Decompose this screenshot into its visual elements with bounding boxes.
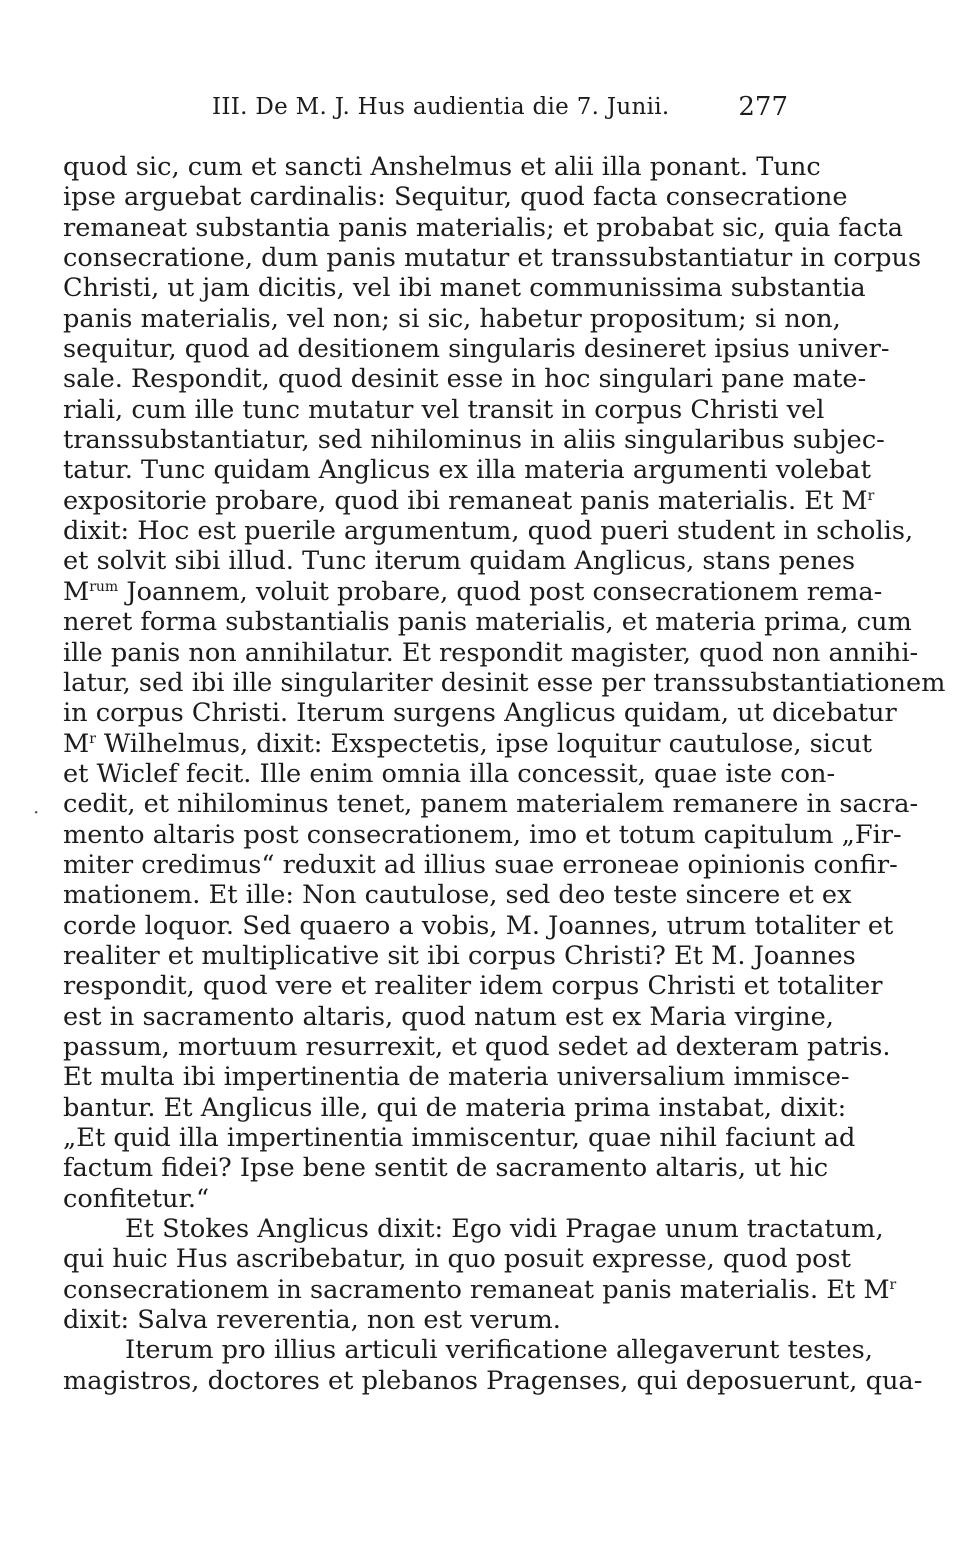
superscript: r xyxy=(89,730,96,747)
text-line xyxy=(63,1184,787,1214)
line-text: „Et quid illa impertinentia immiscentur, quae nihil faciunt ad xyxy=(63,1123,856,1153)
superscript: rum xyxy=(89,578,119,595)
text-line xyxy=(63,940,856,971)
text-line xyxy=(63,789,919,820)
line-prefix: M xyxy=(63,576,90,607)
text-line xyxy=(63,273,866,304)
line-text: Wilhelmus, dixit: Exspectetis, ipse loquitur cautulose, sicut xyxy=(95,728,873,759)
line-text: consecratione, dum panis mutatur et transsubstantiatur in corpus xyxy=(63,243,922,274)
text-line xyxy=(63,1335,873,1366)
text-line xyxy=(63,394,825,425)
text-line xyxy=(63,212,904,243)
line-prefix: M xyxy=(63,728,90,759)
line-text: expositorie probare, quod ibi remaneat panis materialis. Et M xyxy=(63,485,868,516)
line-text: miter credimus“ reduxit ad illius suae erroneae opinionis confir- xyxy=(63,849,898,880)
line-text: sequitur, quod ad desitionem singularis desineret ipsius univer- xyxy=(63,334,890,365)
text-line xyxy=(63,455,871,486)
line-text: quod sic, cum et sancti Anshelmus et alii illa ponant. Tunc xyxy=(63,152,821,182)
text-line xyxy=(63,819,902,850)
line-text: tatur. Tunc quidam Anglicus ex illa materia argumenti volebat xyxy=(63,455,871,486)
text-line xyxy=(63,728,873,759)
text-line xyxy=(63,364,867,395)
text-line xyxy=(63,546,856,577)
text-line xyxy=(63,1214,884,1245)
text-line xyxy=(63,1031,891,1062)
text-line xyxy=(63,910,894,941)
text-line xyxy=(63,849,898,880)
line-text: factum fidei? Ipse bene sentit de sacramento altaris, ut hic xyxy=(63,1153,829,1184)
text-line xyxy=(63,880,852,911)
text-line xyxy=(63,667,946,698)
text-line xyxy=(63,1274,897,1305)
text-line xyxy=(63,1305,787,1335)
line-text: realiter et multiplicative sit ibi corpus Christi? Et M. Joannes xyxy=(63,940,856,971)
line-text: consecrationem in sacramento remaneat panis materialis. Et M xyxy=(63,1274,890,1305)
line-text: dixit: Hoc est puerile argumentum, quod pueri student in scholis, xyxy=(63,516,914,547)
text-line xyxy=(63,607,912,638)
line-text: respondit, quod vere et realiter idem corpus Christi et totaliter xyxy=(63,971,883,1002)
line-text: confitetur.“ xyxy=(63,1183,210,1214)
line-text: ipse arguebat cardinalis: Sequitur, quod facta consecratione xyxy=(63,182,848,213)
margin-mark: · xyxy=(33,800,40,824)
line-text: panis materialis, vel non; si sic, habetur propositum; si non, xyxy=(63,303,841,334)
line-text: est in sacramento altaris, quod natum est ex Maria virgine, xyxy=(63,1001,834,1032)
text-line xyxy=(63,758,836,789)
superscript: r xyxy=(889,1276,897,1293)
line-text: bantur. Et Anglicus ille, qui de materia prima instabat, dixit: xyxy=(63,1092,847,1123)
text-line xyxy=(63,485,875,516)
line-text: qui huic Hus ascribebatur, in quo posuit expresse, quod post xyxy=(63,1244,851,1275)
page-number: 277 xyxy=(738,92,788,122)
line-text: magistros, doctores et plebanos Pragenses, qui deposuerunt, qua- xyxy=(63,1365,923,1396)
line-text: transsubstantiatur, sed nihilominus in aliis singularibus subjec- xyxy=(63,425,885,456)
text-line xyxy=(63,1092,847,1123)
text-line xyxy=(63,576,883,607)
text-line xyxy=(63,1123,856,1153)
text-line xyxy=(63,1001,834,1032)
text-line xyxy=(63,1062,850,1093)
text-line xyxy=(63,1244,851,1275)
line-text: cedit, et nihilominus tenet, panem materialem remanere in sacra- xyxy=(63,789,919,820)
line-text: sale. Respondit, quod desinit esse in hoc singulari pane mate- xyxy=(63,364,867,395)
line-text: ille panis non annihilatur. Et respondit magister, quod non annihi- xyxy=(63,637,919,668)
page-header xyxy=(212,94,788,128)
text-line xyxy=(63,152,821,182)
line-text: passum, mortuum resurrexit, et quod sedet ad dexteram patris. xyxy=(63,1031,891,1062)
text-line xyxy=(63,182,848,213)
text-line xyxy=(63,698,897,729)
text-line xyxy=(63,516,914,547)
line-text: remaneat substantia panis materialis; et probabat sic, quia facta xyxy=(63,212,904,243)
line-text: Christi, ut jam dicitis, vel ibi manet communissima substantia xyxy=(63,273,866,304)
line-text: Iterum pro illius articuli verificatione allegaverunt testes, xyxy=(125,1335,873,1366)
text-line xyxy=(63,637,919,668)
line-text: et solvit sibi illud. Tunc iterum quidam Anglicus, stans penes xyxy=(63,546,856,577)
text-line xyxy=(63,425,885,456)
superscript: r xyxy=(867,487,875,504)
line-text: Et Stokes Anglicus dixit: Ego vidi Pragae unum tractatum, xyxy=(125,1214,884,1245)
text-line xyxy=(63,334,890,365)
text-line xyxy=(63,303,841,334)
line-text: corde loquor. Sed quaero a vobis, M. Joannes, utrum totaliter et xyxy=(63,910,894,941)
line-text: latur, sed ibi ille singulariter desinit esse per transsubstantiationem xyxy=(63,667,946,698)
text-line xyxy=(63,1153,829,1184)
line-text: neret forma substantialis panis materialis, et materia prima, cum xyxy=(63,607,912,638)
line-text: in corpus Christi. Iterum surgens Anglicus quidam, ut dicebatur xyxy=(63,698,897,729)
line-text: Joannem, voluit probare, quod post consecrationem rema- xyxy=(118,576,883,607)
line-text: riali, cum ille tunc mutatur vel transit in corpus Christi vel xyxy=(63,394,825,425)
text-line xyxy=(63,1365,923,1396)
text-line xyxy=(63,243,922,274)
line-text: Et multa ibi impertinentia de materia universalium immisce- xyxy=(63,1062,850,1093)
line-text: et Wiclef fecit. Ille enim omnia illa concessit, quae iste con- xyxy=(63,758,836,789)
line-text: mationem. Et ille: Non cautulose, sed deo teste sincere et ex xyxy=(63,880,852,911)
body-text xyxy=(63,152,946,1396)
line-text: mento altaris post consecrationem, imo et totum capitulum „Fir- xyxy=(63,819,902,850)
text-line xyxy=(63,971,883,1002)
line-text: dixit: Salva reverentia, non est verum. xyxy=(63,1305,561,1336)
running-head: III. De M. J. Hus audientia die 7. Junii. xyxy=(212,94,670,120)
